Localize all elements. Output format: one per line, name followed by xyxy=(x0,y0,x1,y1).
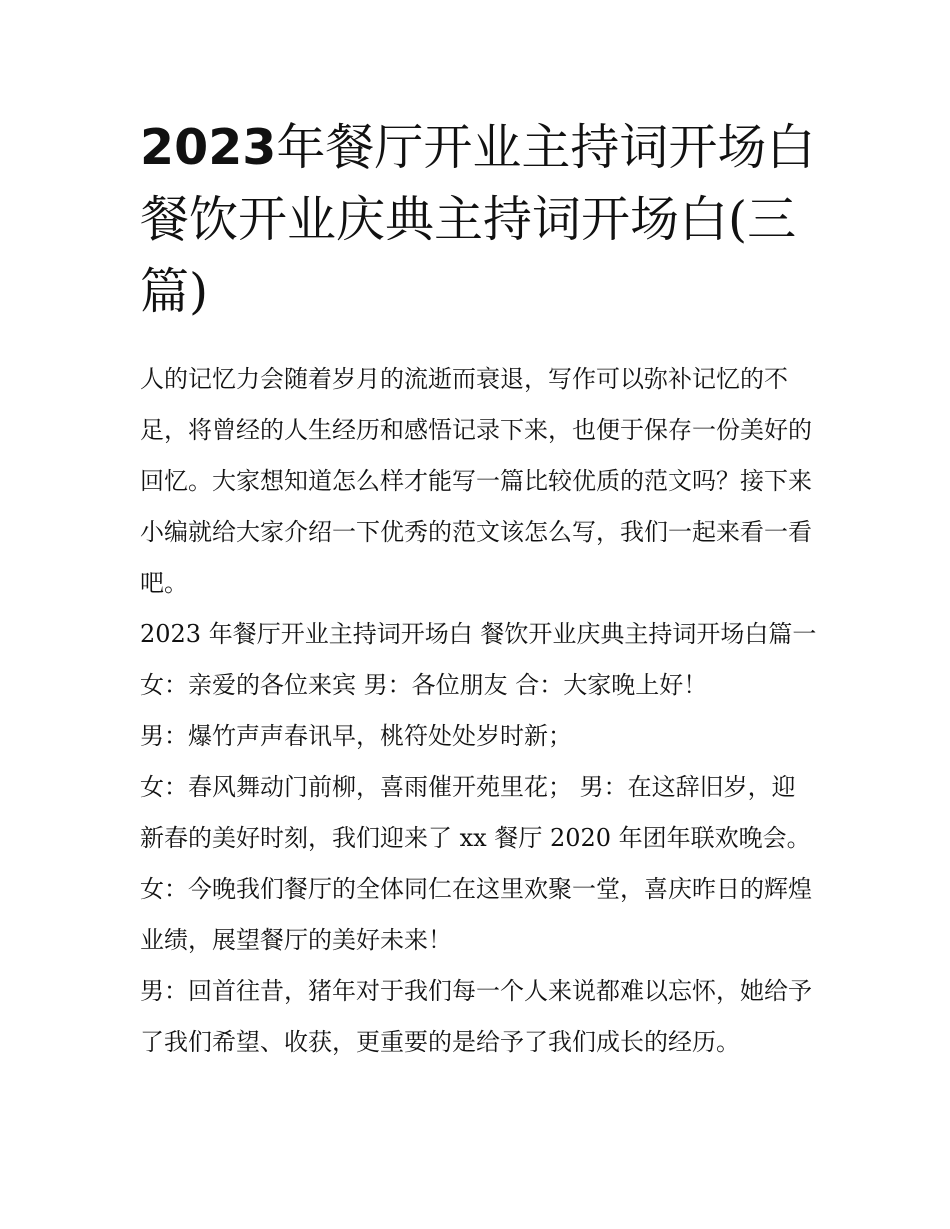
dialogue-paragraph: 男：回首往昔，猪年对于我们每一个人来说都难以忘怀，她给予了我们希望、收获，更重要的是给予了我们成长的经历。 xyxy=(140,977,812,1056)
title-year: 2023 xyxy=(140,119,277,176)
intro-paragraph: 人的记忆力会随着岁月的流逝而衰退，写作可以弥补记忆的不足，将曾经的人生经历和感悟记录下来，也便于保存一份美好的回忆。大家想知道怎么样才能写一篇比较优质的范文吗？接下来小编就给大家介绍一下优秀的范文该怎么写，我们一起来看一看吧。 xyxy=(140,365,812,597)
document-title xyxy=(140,112,820,328)
document-body xyxy=(140,354,818,1068)
title-text: 年餐厅开业主持词开场白餐饮开业庆典主持词开场白(三篇) xyxy=(140,119,816,320)
dialogue-paragraph: 女：春风舞动门前柳，喜雨催开苑里花； 男：在这辞旧岁，迎新春的美好时刻，我们迎来了 xx 餐厅 2020 年团年联欢晚会。 xyxy=(140,773,811,852)
dialogue-paragraph: 男：爆竹声声春讯早，桃符处处岁时新； xyxy=(140,722,572,750)
section-heading-paragraph: 2023 年餐厅开业主持词开场白 餐饮开业庆典主持词开场白篇一 女：亲爱的各位来宾 男：各位朋友 合：大家晚上好！ xyxy=(140,620,817,699)
dialogue-paragraph: 女：今晚我们餐厅的全体同仁在这里欢聚一堂，喜庆昨日的辉煌业绩，展望餐厅的美好未来！ xyxy=(140,875,812,954)
